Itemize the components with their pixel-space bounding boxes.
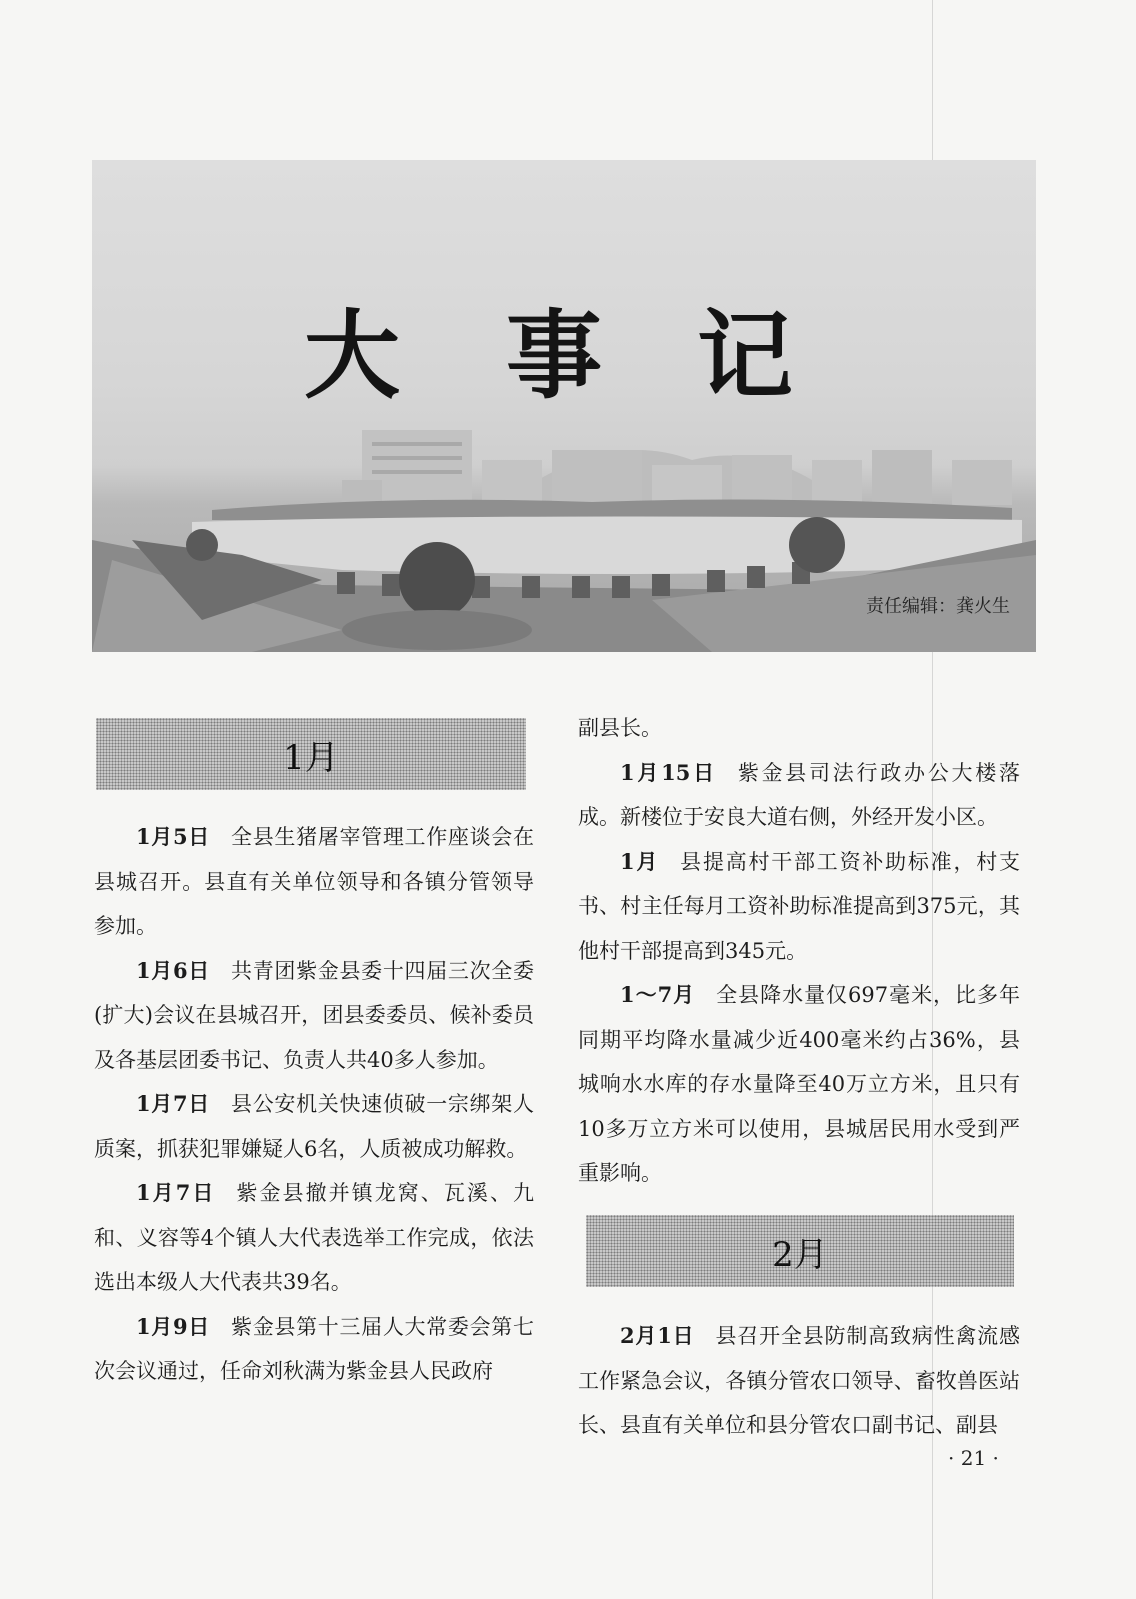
entry-date: 1月6日 <box>136 957 210 983</box>
page-number: · 21 · <box>948 1446 999 1470</box>
left-column <box>94 815 534 1394</box>
banner-title-char-3: 记 <box>697 300 793 412</box>
continued-text: 副县长。 <box>578 716 662 740</box>
entry-date: 1月15日 <box>620 759 717 785</box>
entry-date: 1月 <box>620 848 660 874</box>
entry-text: 紫金县撤并镇龙窝、瓦溪、九和、义容等4个镇人大代表选举工作完成，依法选出本级人大代表共39名。 <box>94 1181 534 1294</box>
responsible-editor: 责任编辑：龚火生 <box>866 596 1010 617</box>
entry-text: 紫金县司法行政办公大楼落成。新楼位于安良大道右侧，外经开发小区。 <box>578 760 1020 829</box>
entry <box>94 1171 534 1305</box>
entry-text: 紫金县第十三届人大常委会第七次会议通过，任命刘秋满为紫金县人民政府 <box>94 1314 534 1383</box>
banner-title-char-2: 事 <box>506 300 602 412</box>
entry <box>578 840 1020 974</box>
entry-text: 共青团紫金县委十四届三次全委(扩大)会议在县城召开，团县委委员、候补委员及各基层团委书记、负责人共40多人参加。 <box>94 958 534 1072</box>
entry <box>94 1305 534 1394</box>
month-header-january: 1月 <box>96 718 526 790</box>
entry-text: 县公安机关快速侦破一宗绑架人质案，抓获犯罪嫌疑人6名，人质被成功解救。 <box>94 1092 534 1161</box>
entry-date: 1月9日 <box>136 1313 210 1339</box>
entry-text: 全县生猪屠宰管理工作座谈会在县城召开。县直有关单位领导和各镇分管领导参加。 <box>94 825 534 938</box>
entry <box>578 751 1020 840</box>
banner-title-char-1: 大 <box>304 300 400 412</box>
entry-text: 全县降水量仅697毫米，比多年同期平均降水量减少近400毫米约占36%，县城响水水库的存水量降至40万立方米，且只有10多万立方米可以使用，县城居民用水受到严重影响。 <box>578 983 1020 1185</box>
entry <box>578 973 1020 1196</box>
banner-photo <box>92 160 1036 652</box>
entry-date: 1月7日 <box>136 1091 210 1116</box>
entry <box>94 949 534 1083</box>
entry <box>578 1314 1020 1448</box>
right-column-january <box>578 706 1020 1196</box>
right-column-february <box>578 1314 1020 1448</box>
entry <box>94 1082 534 1171</box>
entry <box>94 815 534 949</box>
entry-date: 2月1日 <box>620 1323 695 1348</box>
entry-text: 县召开全县防制高致病性禽流感工作紧急会议，各镇分管农口领导、畜牧兽医站长、县直有关单位和县分管农口副书记、副县 <box>578 1324 1020 1437</box>
entry-text: 县提高村干部工资补助标准，村支书、村主任每月工资补助标准提高到375元，其他村干部提高到345元。 <box>578 849 1020 963</box>
month-header-february: 2月 <box>586 1215 1014 1287</box>
entry-date: 1月5日 <box>136 824 210 849</box>
entry-date: 1～7月 <box>620 982 696 1007</box>
entry-date: 1月7日 <box>136 1180 216 1205</box>
